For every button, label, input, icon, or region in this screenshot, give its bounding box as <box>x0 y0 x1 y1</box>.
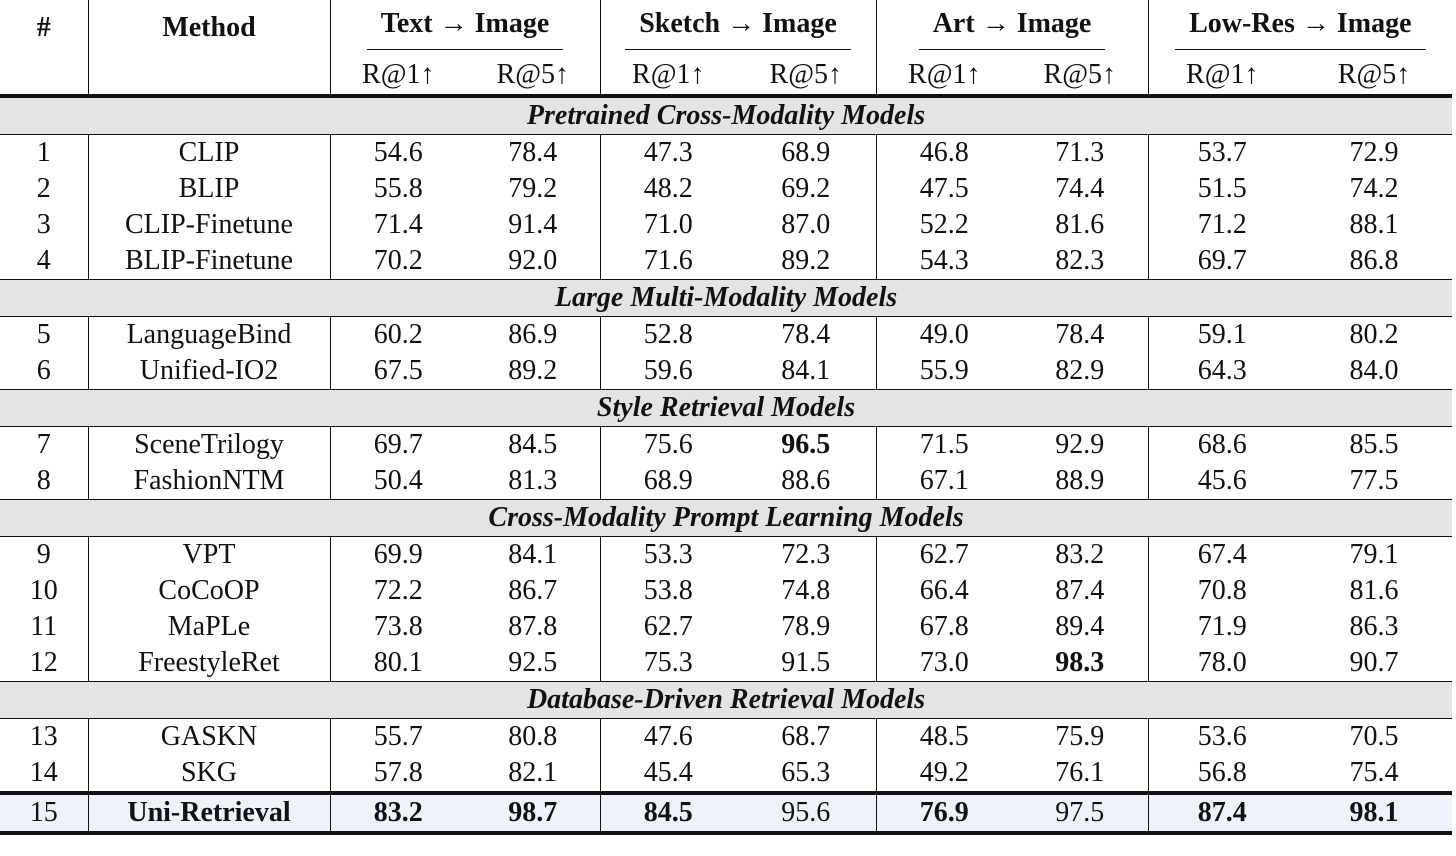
cell-value: 68.6 <box>1197 429 1247 460</box>
table-row <box>0 135 1452 172</box>
cell-value: 91.5 <box>736 645 876 682</box>
cell-value: 49.0 <box>919 319 969 350</box>
cell-value: 68.9 <box>643 465 693 496</box>
row-method: FashionNTM <box>88 463 330 500</box>
table-row <box>0 463 1452 500</box>
row-num: 15 <box>0 793 88 833</box>
row-num: 11 <box>0 609 88 645</box>
cell-value: 60.2 <box>373 319 423 350</box>
cell-value: 72.3 <box>736 537 876 574</box>
row-method: MaPLe <box>88 609 330 645</box>
row-method: BLIP <box>88 171 330 207</box>
cell-value-best: 96.5 <box>736 427 876 464</box>
cell-value: 54.6 <box>373 137 423 168</box>
row-method: GASKN <box>88 719 330 756</box>
table-row <box>0 243 1452 280</box>
arrow-glyph: → <box>1301 8 1330 39</box>
cell-value: 66.4 <box>919 575 969 606</box>
section-header <box>0 500 1452 537</box>
cell-value: 85.5 <box>1349 429 1399 460</box>
table-row <box>0 537 1452 574</box>
cell-value: 67.1 <box>919 465 969 496</box>
group-from: Art <box>932 8 975 39</box>
cell-value: 95.6 <box>736 793 876 833</box>
header-group-art <box>876 0 1148 56</box>
cell-value: 89.2 <box>466 353 600 390</box>
cell-value: 71.4 <box>373 209 423 240</box>
group-from: Sketch <box>639 8 721 39</box>
row-method: CLIP <box>88 135 330 172</box>
cell-value: 71.5 <box>919 429 969 460</box>
group-to: Image <box>762 8 837 39</box>
row-method: CoCoOP <box>88 573 330 609</box>
cell-value: 62.7 <box>919 539 969 570</box>
row-method: SKG <box>88 755 330 793</box>
cell-value: 52.8 <box>643 319 693 350</box>
cell-value: 51.5 <box>1197 173 1247 204</box>
table-row <box>0 171 1452 207</box>
row-method: VPT <box>88 537 330 574</box>
cell-value: 81.6 <box>1349 575 1399 606</box>
cell-value-best: 76.9 <box>876 793 1012 833</box>
row-num: 14 <box>0 755 88 793</box>
row-method: SceneTrilogy <box>88 427 330 464</box>
cell-value: 73.8 <box>373 611 423 642</box>
table-body <box>0 96 1452 833</box>
row-num: 1 <box>0 135 88 172</box>
cell-value: 88.6 <box>736 463 876 500</box>
cell-value: 57.8 <box>373 757 423 788</box>
row-num: 2 <box>0 171 88 207</box>
cell-value: 74.8 <box>736 573 876 609</box>
cell-value: 56.8 <box>1197 757 1247 788</box>
cell-value: 54.3 <box>919 245 969 276</box>
cell-value: 69.7 <box>1197 245 1247 276</box>
cell-value: 89.4 <box>1012 609 1148 645</box>
cell-value: 80.8 <box>466 719 600 756</box>
cell-value-best: 84.5 <box>600 793 736 833</box>
row-method: FreestyleRet <box>88 645 330 682</box>
cell-value: 67.8 <box>919 611 969 642</box>
group-from: Text <box>380 8 433 39</box>
table-row <box>0 207 1452 243</box>
header-group-sketch <box>600 0 876 56</box>
cell-value: 69.9 <box>373 539 423 570</box>
cell-value: 97.5 <box>1012 793 1148 833</box>
cell-value: 71.3 <box>1012 135 1148 172</box>
cell-value: 53.7 <box>1197 137 1247 168</box>
cell-value: 47.3 <box>643 137 693 168</box>
cell-value: 59.1 <box>1197 319 1247 350</box>
cell-value: 71.6 <box>643 245 693 276</box>
row-num: 5 <box>0 317 88 354</box>
section-header <box>0 682 1452 719</box>
cell-value: 68.7 <box>736 719 876 756</box>
cell-value: 84.1 <box>736 353 876 390</box>
cell-value: 78.4 <box>1012 317 1148 354</box>
section-header <box>0 96 1452 135</box>
cell-value: 55.7 <box>373 721 423 752</box>
table-row <box>0 427 1452 464</box>
table-row-ours <box>0 793 1452 833</box>
cell-value: 45.4 <box>643 757 693 788</box>
cell-value: 70.8 <box>1197 575 1247 606</box>
row-method: Unified-IO2 <box>88 353 330 390</box>
section-header <box>0 390 1452 427</box>
cell-value: 67.4 <box>1197 539 1247 570</box>
cell-value: 71.2 <box>1197 209 1247 240</box>
cell-value: 92.9 <box>1012 427 1148 464</box>
cell-value: 86.8 <box>1349 245 1399 276</box>
cell-value: 62.7 <box>643 611 693 642</box>
cell-value: 89.2 <box>736 243 876 280</box>
cell-value: 68.9 <box>736 135 876 172</box>
cell-value: 45.6 <box>1197 465 1247 496</box>
cell-value: 69.7 <box>373 429 423 460</box>
cell-value: 53.8 <box>643 575 693 606</box>
cell-value: 90.7 <box>1349 647 1399 678</box>
cell-value: 78.9 <box>736 609 876 645</box>
group-from: Low-Res <box>1189 8 1295 39</box>
cell-value: 47.5 <box>919 173 969 204</box>
header-metric-r1: R@1↑ <box>876 56 1012 96</box>
cell-value: 55.8 <box>373 173 423 204</box>
cell-value: 78.0 <box>1197 647 1247 678</box>
cell-value-best: 98.7 <box>466 793 600 833</box>
row-num: 13 <box>0 719 88 756</box>
cell-value: 70.5 <box>1349 721 1399 752</box>
cell-value: 71.9 <box>1197 611 1247 642</box>
cell-value: 86.9 <box>466 317 600 354</box>
header-metric-r5: R@5↑ <box>1296 56 1452 96</box>
header-row-groups <box>0 0 1452 56</box>
cell-value: 73.0 <box>919 647 969 678</box>
row-num: 4 <box>0 243 88 280</box>
table-row <box>0 719 1452 756</box>
cell-value-best: 87.4 <box>1148 793 1296 833</box>
row-num: 9 <box>0 537 88 574</box>
header-metric-r1: R@1↑ <box>600 56 736 96</box>
cell-value: 80.2 <box>1349 319 1399 350</box>
cell-value: 88.1 <box>1349 209 1399 240</box>
group-to: Image <box>1336 8 1412 39</box>
cell-value-best: 98.3 <box>1012 645 1148 682</box>
cell-value: 72.2 <box>373 575 423 606</box>
cell-value: 84.1 <box>466 537 600 574</box>
cell-value: 80.1 <box>373 647 423 678</box>
cell-value: 82.1 <box>466 755 600 793</box>
cell-value: 53.6 <box>1197 721 1247 752</box>
table-row <box>0 353 1452 390</box>
cell-value: 86.3 <box>1349 611 1399 642</box>
row-method: LanguageBind <box>88 317 330 354</box>
header-cell-empty <box>88 56 330 96</box>
cell-value: 91.4 <box>466 207 600 243</box>
arrow-glyph: → <box>727 8 756 39</box>
header-metric-r1: R@1↑ <box>330 56 466 96</box>
row-num: 8 <box>0 463 88 500</box>
cell-value: 87.8 <box>466 609 600 645</box>
header-num: # <box>0 0 88 56</box>
cell-value: 69.2 <box>736 171 876 207</box>
row-num: 3 <box>0 207 88 243</box>
section-title: Database-Driven Retrieval Models <box>0 682 1452 719</box>
cell-value: 79.2 <box>466 171 600 207</box>
section-title: Cross-Modality Prompt Learning Models <box>0 500 1452 537</box>
table-row <box>0 573 1452 609</box>
cell-value: 75.4 <box>1349 757 1399 788</box>
table-row <box>0 755 1452 793</box>
cell-value: 92.5 <box>466 645 600 682</box>
cell-value-best: 98.1 <box>1296 793 1452 833</box>
section-header <box>0 280 1452 317</box>
cell-value: 71.0 <box>643 209 693 240</box>
header-metric-r5: R@5↑ <box>736 56 876 96</box>
cell-value: 72.9 <box>1349 137 1399 168</box>
cell-value: 48.5 <box>919 721 969 752</box>
row-method: CLIP-Finetune <box>88 207 330 243</box>
header-metric-r1: R@1↑ <box>1148 56 1296 96</box>
cell-value: 50.4 <box>373 465 423 496</box>
row-num: 6 <box>0 353 88 390</box>
header-row-metrics <box>0 56 1452 96</box>
cell-value: 84.5 <box>466 427 600 464</box>
cell-value: 84.0 <box>1349 355 1399 386</box>
cell-value: 46.8 <box>919 137 969 168</box>
group-to: Image <box>474 8 550 39</box>
header-group-text <box>330 0 600 56</box>
cell-value: 78.4 <box>736 317 876 354</box>
cell-value: 87.0 <box>736 207 876 243</box>
cell-value: 52.2 <box>919 209 969 240</box>
cell-value: 67.5 <box>373 355 423 386</box>
cell-value-best: 83.2 <box>330 793 466 833</box>
row-num: 12 <box>0 645 88 682</box>
cell-value: 92.0 <box>466 243 600 280</box>
cell-value: 59.6 <box>643 355 693 386</box>
cell-value: 86.7 <box>466 573 600 609</box>
section-title: Pretrained Cross-Modality Models <box>0 96 1452 135</box>
section-title: Large Multi-Modality Models <box>0 280 1452 317</box>
cell-value: 75.3 <box>643 647 693 678</box>
group-to: Image <box>1016 8 1092 39</box>
arrow-glyph: → <box>981 8 1010 39</box>
table-row <box>0 317 1452 354</box>
row-num: 10 <box>0 573 88 609</box>
cell-value: 77.5 <box>1349 465 1399 496</box>
cell-value: 83.2 <box>1012 537 1148 574</box>
cell-value: 78.4 <box>466 135 600 172</box>
header-metric-r5: R@5↑ <box>1012 56 1148 96</box>
table-row <box>0 645 1452 682</box>
cell-value: 76.1 <box>1012 755 1148 793</box>
header-method: Method <box>88 0 330 56</box>
cell-value: 75.6 <box>643 429 693 460</box>
cell-value: 53.3 <box>643 539 693 570</box>
cell-value: 65.3 <box>736 755 876 793</box>
cell-value: 49.2 <box>919 757 969 788</box>
cell-value: 82.3 <box>1012 243 1148 280</box>
cell-value: 70.2 <box>373 245 423 276</box>
cell-value: 88.9 <box>1012 463 1148 500</box>
header-group-lowres <box>1148 0 1452 56</box>
cell-value: 82.9 <box>1012 353 1148 390</box>
cell-value: 48.2 <box>643 173 693 204</box>
cell-value: 87.4 <box>1012 573 1148 609</box>
arrow-glyph: → <box>439 8 468 39</box>
cell-value: 64.3 <box>1197 355 1247 386</box>
cell-value: 81.6 <box>1012 207 1148 243</box>
row-method: Uni-Retrieval <box>88 793 330 833</box>
cell-value: 79.1 <box>1349 539 1399 570</box>
cell-value: 74.2 <box>1349 173 1399 204</box>
header-metric-r5: R@5↑ <box>466 56 600 96</box>
header-cell-empty <box>0 56 88 96</box>
cell-value: 75.9 <box>1012 719 1148 756</box>
section-title: Style Retrieval Models <box>0 390 1452 427</box>
cell-value: 74.4 <box>1012 171 1148 207</box>
cell-value: 55.9 <box>919 355 969 386</box>
row-method: BLIP-Finetune <box>88 243 330 280</box>
row-num: 7 <box>0 427 88 464</box>
cell-value: 81.3 <box>466 463 600 500</box>
cell-value: 47.6 <box>643 721 693 752</box>
table-row <box>0 609 1452 645</box>
